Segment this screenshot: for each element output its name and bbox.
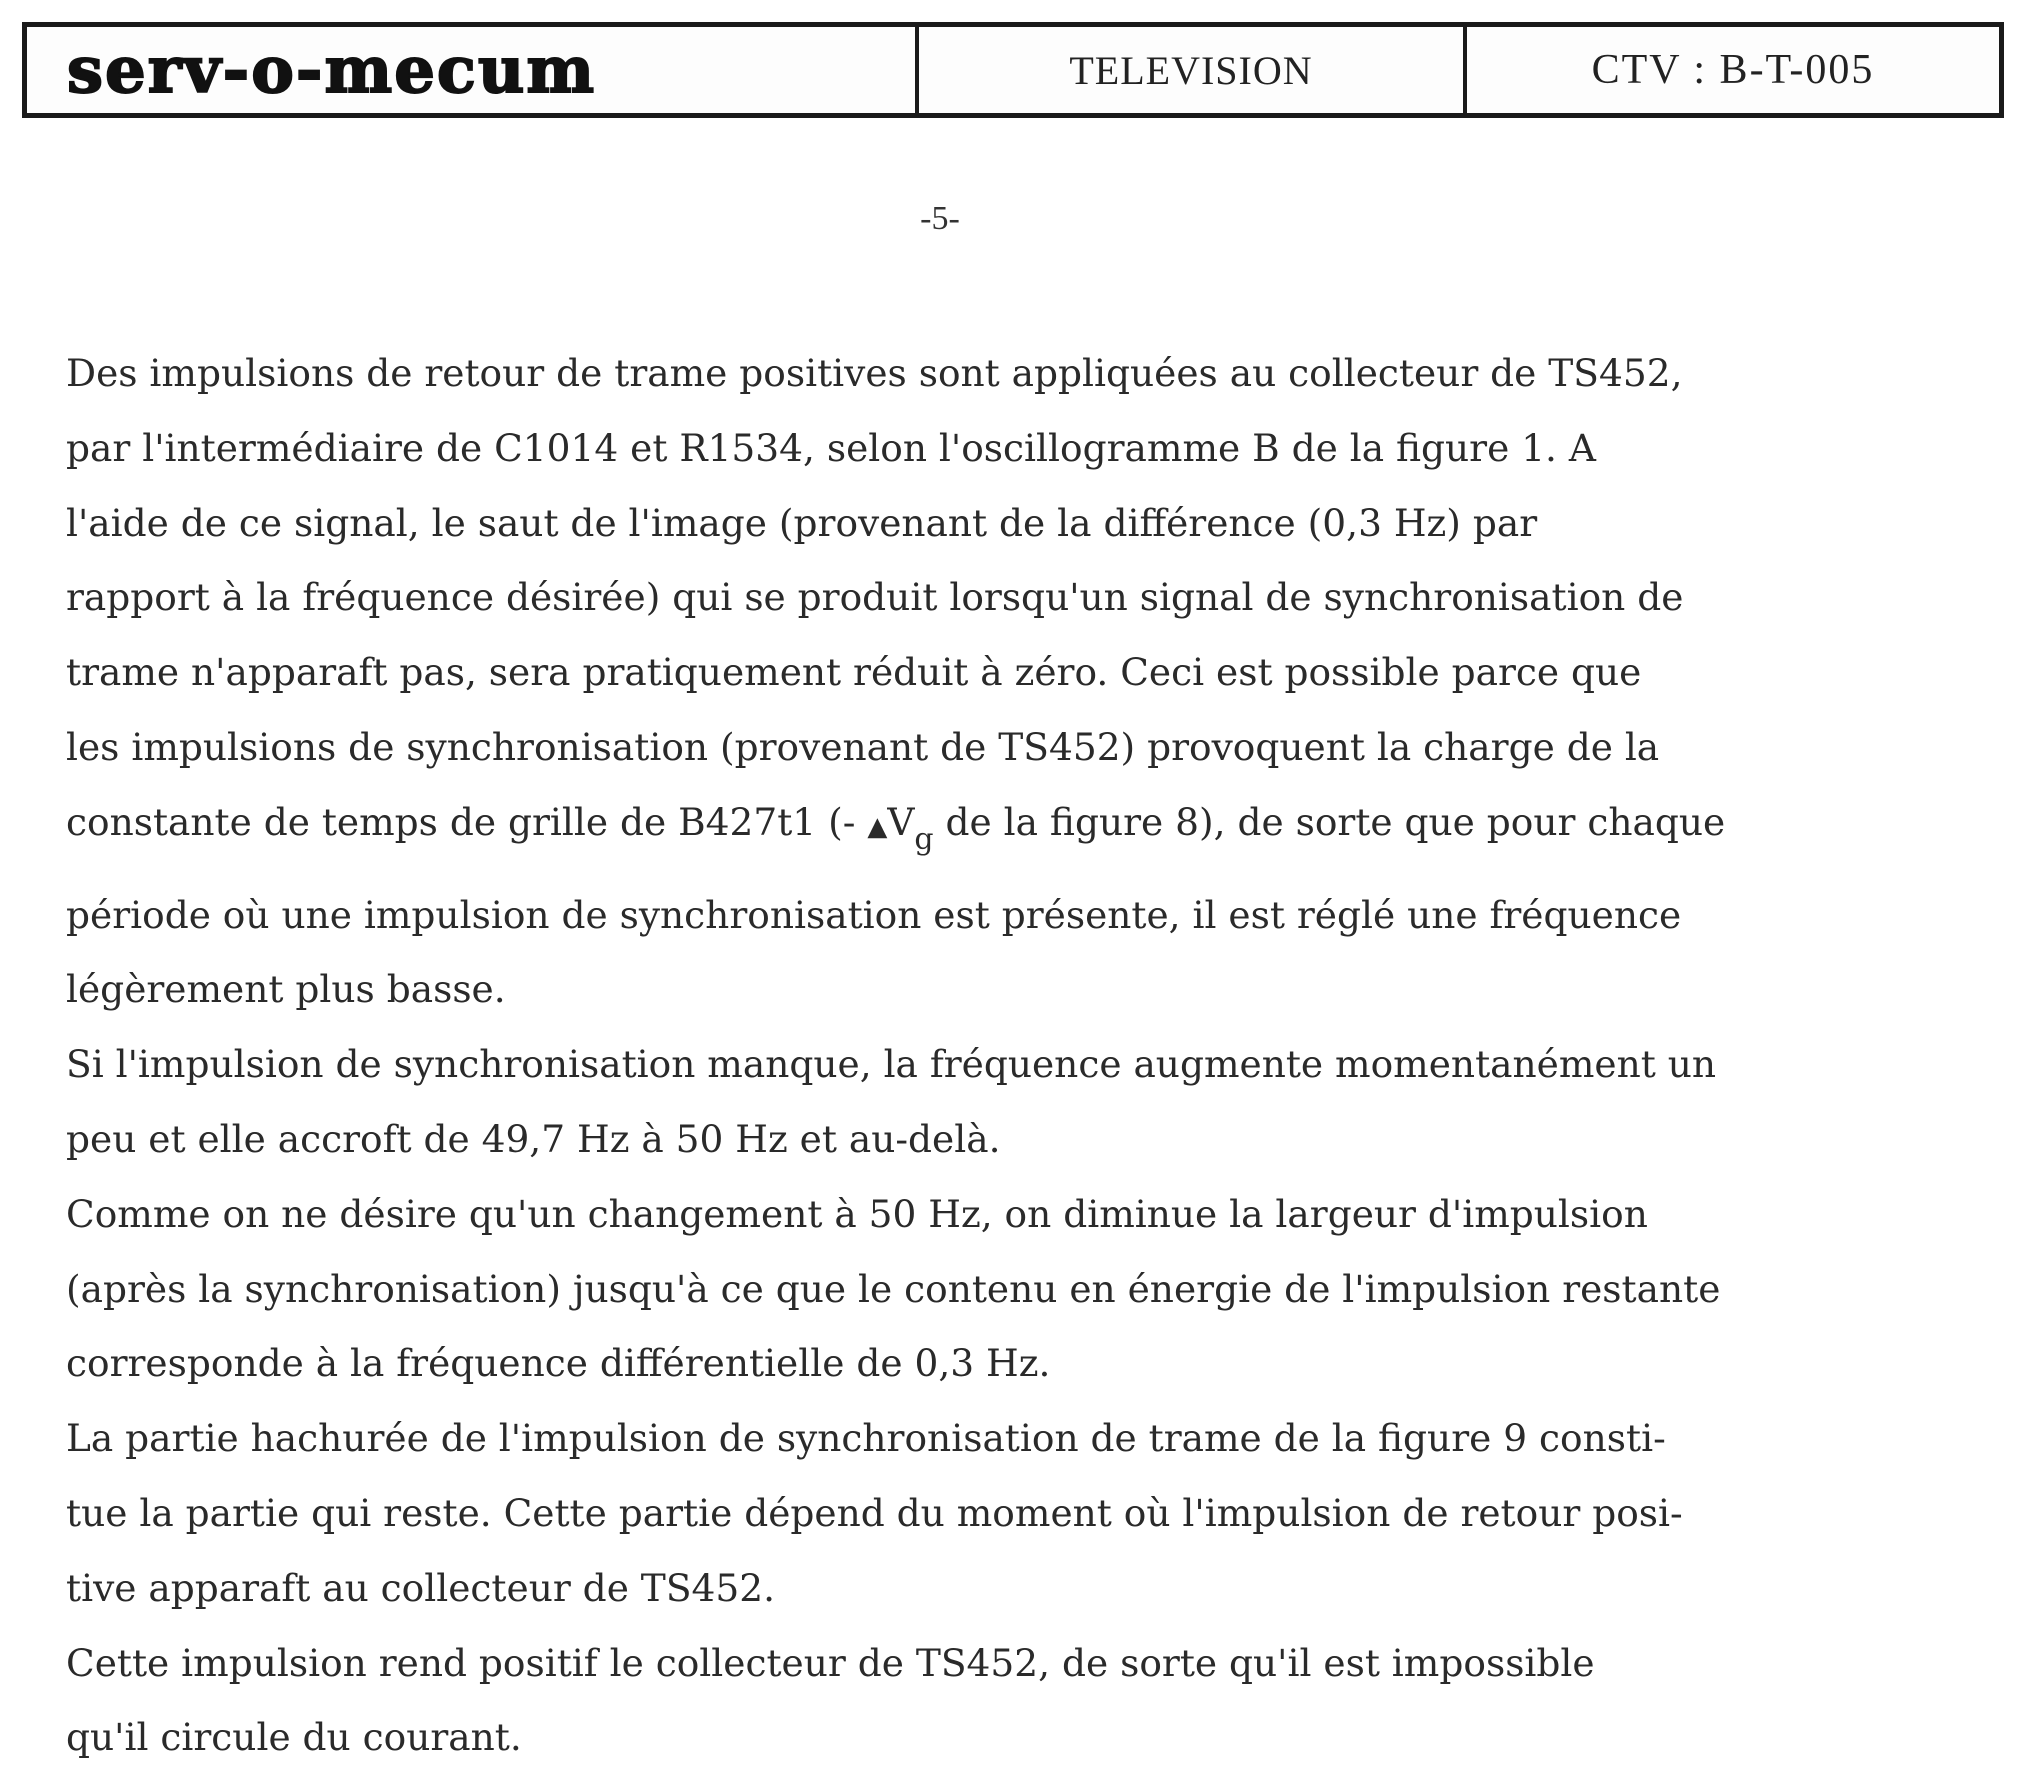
- text-line: rapport à la fréquence désirée) qui se produit lorsqu'un signal de synchronisation de: [66, 575, 1684, 620]
- text-line: peu et elle accroft de 49,7 Hz à 50 Hz et au-delà.: [66, 1116, 1001, 1161]
- paragraph-3: [66, 1177, 2006, 1401]
- text-line: qu'il circule du courant.: [66, 1715, 522, 1760]
- document-header: [22, 22, 2004, 118]
- text-fragment: constante de temps de grille de B427t1 (-: [66, 799, 856, 844]
- text-line: Des impulsions de retour de trame positives sont appliquées au collecteur de TS452,: [66, 351, 1683, 395]
- text-line: [66, 785, 2006, 878]
- text-line: corresponde à la fréquence différentielle de 0,3 Hz.: [66, 1341, 1051, 1386]
- body-text: [66, 336, 2006, 1775]
- text-line: Cette impulsion rend positif le collecteur de TS452, de sorte qu'il est impossible: [66, 1640, 1595, 1685]
- text-line: les impulsions de synchronisation (provenant de TS452) provoquent la charge de la: [66, 724, 1660, 769]
- section-title: TELEVISION: [919, 27, 1467, 113]
- text-line: Si l'impulsion de synchronisation manque, la fréquence augmente momentanément un: [66, 1042, 1717, 1087]
- voltage-subscript: g: [914, 821, 934, 857]
- text-line: Comme on ne désire qu'un changement à 50 Hz, on diminue la largeur d'impulsion: [66, 1191, 1648, 1236]
- text-line: (après la synchronisation) jusqu'à ce que le contenu en énergie de l'impulsion restante: [66, 1266, 1721, 1311]
- page-number: -5-: [920, 200, 960, 237]
- text-line: période où une impulsion de synchronisation est présente, il est réglé une fréquence: [66, 892, 1682, 937]
- brand-logo: serv-o-mecum: [27, 27, 919, 113]
- paragraph-5: [66, 1626, 2006, 1775]
- paragraph-2: [66, 1027, 2006, 1177]
- text-line: tue la partie qui reste. Cette partie dépend du moment où l'impulsion de retour posi-: [66, 1490, 1683, 1535]
- text-line: par l'intermédiaire de C1014 et R1534, selon l'oscillogramme B de la figure 1. A: [66, 425, 1596, 470]
- text-fragment: de la figure 8), de sorte que pour chaque: [933, 799, 1726, 844]
- paragraph-4: [66, 1401, 2006, 1625]
- paragraph-1: [66, 336, 2006, 1027]
- delta-symbol: ▲: [867, 811, 888, 842]
- text-line: l'aide de ce signal, le saut de l'image (provenant de la différence (0,3 Hz) par: [66, 500, 1538, 545]
- text-line: légèrement plus basse.: [66, 967, 506, 1012]
- text-line: tive apparaft au collecteur de TS452.: [66, 1565, 776, 1610]
- document-reference: CTV : B-T-005: [1591, 47, 1875, 93]
- text-line: La partie hachurée de l'impulsion de synchronisation de trame de la figure 9 consti-: [66, 1416, 1666, 1461]
- text-line: trame n'apparaft pas, sera pratiquement réduit à zéro. Ceci est possible parce que: [66, 650, 1642, 695]
- voltage-symbol: V: [887, 799, 915, 844]
